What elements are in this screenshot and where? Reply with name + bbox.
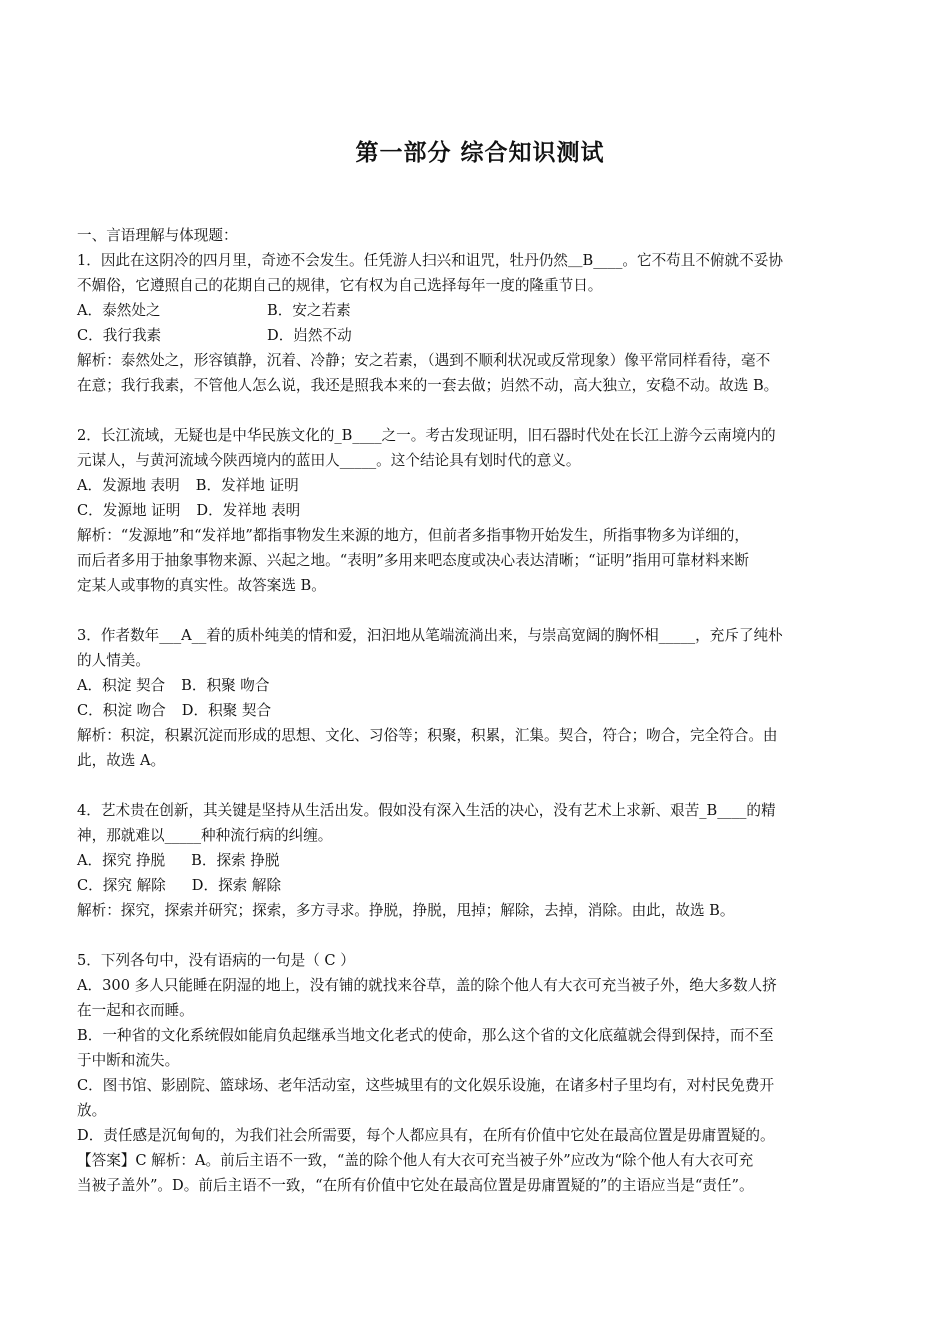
q3-stem-line: 的人情美。 — [77, 652, 150, 669]
q3-stem-line: 3．作者数年___A__着的质朴纯美的情和爱，汩汩地从笔端流淌出来，与崇高宽阔的胸怀相_____，充斥了纯朴 — [77, 627, 783, 644]
q5-option-b-line: B．一种省的文化系统假如能肩负起继承当地文化老式的使命，那么这个省的文化底蕴就会得到保持，而不至 — [77, 1027, 774, 1044]
q5-answer-line: 当被子盖外”。D。前后主语不一致，“在所有价值中它处在最高位置是毋庸置疑的”的主语应当是“责任”。 — [77, 1177, 754, 1194]
q4-stem-line: 神，那就难以_____种种流行病的纠缠。 — [77, 827, 333, 844]
q2-options-row — [77, 473, 883, 498]
q2-option-d: D．发祥地 表明 — [196, 502, 301, 519]
q2-analysis-line: 而后者多用于抽象事物来源、兴起之地。“表明”多用来吧态度或决心表达清晰；“证明”指用可靠材料来断 — [77, 552, 749, 569]
q3-options-row — [77, 698, 883, 723]
q5-option-c-line: C．图书馆、影剧院、篮球场、老年活动室，这些城里有的文化娱乐设施，在诸多村子里均有，对村民免费开 — [77, 1077, 775, 1094]
q4-option-a: A．探究 挣脱 — [77, 852, 166, 869]
q5-option-a-line: A．300 多人只能睡在阴湿的地上，没有铺的就找来谷草，盖的除个他人有大衣可充当被子外，绝大多数人挤 — [77, 977, 777, 994]
q1-option-d: D．岿然不动 — [267, 327, 352, 344]
page-title: 第一部分 综合知识测试 — [355, 139, 605, 166]
q4-options-row — [77, 848, 883, 873]
q3-analysis-line: 此，故选 A。 — [77, 752, 166, 769]
q2-option-b: B．发祥地 证明 — [195, 477, 299, 494]
q1-options-row — [77, 298, 883, 323]
q2-stem-line: 2．长江流域，无疑也是中华民族文化的_B____之一。考古发现证明，旧石器时代处在长江上游今云南境内的 — [77, 427, 776, 444]
q1-option-b: B．安之若素 — [267, 302, 351, 319]
q4-option-b: B．探索 挣脱 — [191, 852, 280, 869]
q1-stem-line: 不媚俗，它遵照自己的花期自己的规律，它有权为自己选择每年一度的隆重节日。 — [77, 277, 603, 294]
q5-option-d-line: D．责任感是沉甸甸的，为我们社会所需要，每个人都应具有，在所有价值中它处在最高位置是毋庸置疑的。 — [77, 1127, 775, 1144]
q4-options-row — [77, 873, 883, 898]
q3-option-d: D．积聚 契合 — [181, 702, 272, 719]
q1-analysis-line: 在意；我行我素，不管他人怎么说，我还是照我本来的一套去做；岿然不动，高大独立，安稳不动。故选 B。 — [77, 377, 779, 394]
q4-analysis-line: 解析：探究，探索并研究；探索，多方寻求。挣脱，挣脱，甩掉；解除，去掉，消除。由此，故选 B。 — [77, 902, 735, 919]
section-heading: 一、言语理解与体现题： — [77, 227, 238, 244]
q2-options-row — [77, 498, 883, 523]
q1-stem-line: 1．因此在这阴冷的四月里，奇迹不会发生。任凭游人扫兴和诅咒，牡丹仍然＿B____。它不苟且不俯就不妥协 — [77, 252, 783, 269]
q2-analysis-line: 定某人或事物的真实性。故答案选 B。 — [77, 577, 326, 594]
q5-answer-line: 【答案】C 解析：A。前后主语不一致，“盖的除个他人有大衣可充当被子外”应改为“除个他人有大衣可充 — [77, 1152, 754, 1169]
q1-options-row — [77, 323, 883, 348]
document-body — [77, 223, 883, 1198]
q1-analysis-line: 解析：泰然处之，形容镇静，沉着、冷静；安之若素，（遇到不顺利状况或反常现象）像平常同样看待，毫不 — [77, 352, 771, 369]
q2-analysis-line: 解析：“发源地”和“发祥地”都指事物发生来源的地方，但前者多指事物开始发生，所指事物多为详细的， — [77, 527, 749, 544]
q3-analysis-line: 解析：积淀，积累沉淀而形成的思想、文化、习俗等；积聚，积累，汇集。契合，符合；吻合，完全符合。由 — [77, 727, 778, 744]
q3-option-a: A．积淀 契合 — [77, 677, 166, 694]
q3-option-c: C．积淀 吻合 — [77, 702, 166, 719]
q1-option-a: A．泰然处之 — [77, 302, 161, 319]
q4-option-d: D．探索 解除 — [191, 877, 282, 894]
q4-option-c: C．探究 解除 — [77, 877, 166, 894]
q1-option-c: C．我行我素 — [77, 327, 162, 344]
q2-option-c: C．发源地 证明 — [77, 502, 181, 519]
q3-options-row — [77, 673, 883, 698]
q2-option-a: A．发源地 表明 — [77, 477, 180, 494]
q5-option-a-line: 在一起和衣而睡。 — [77, 1002, 194, 1019]
q4-stem-line: 4．艺术贵在创新，其关键是坚持从生活出发。假如没有深入生活的决心，没有艺术上求新、艰苦_B____的精 — [77, 802, 776, 819]
q2-stem-line: 元谋人，与黄河流域今陕西境内的蓝田人_____。这个结论具有划时代的意义。 — [77, 452, 581, 469]
q3-option-b: B．积聚 吻合 — [181, 677, 270, 694]
q5-option-c-line: 放。 — [77, 1102, 107, 1119]
q5-option-b-line: 于中断和流失。 — [77, 1052, 180, 1069]
q5-stem: 5．下列各句中，没有语病的一句是（ C ） — [77, 952, 355, 969]
